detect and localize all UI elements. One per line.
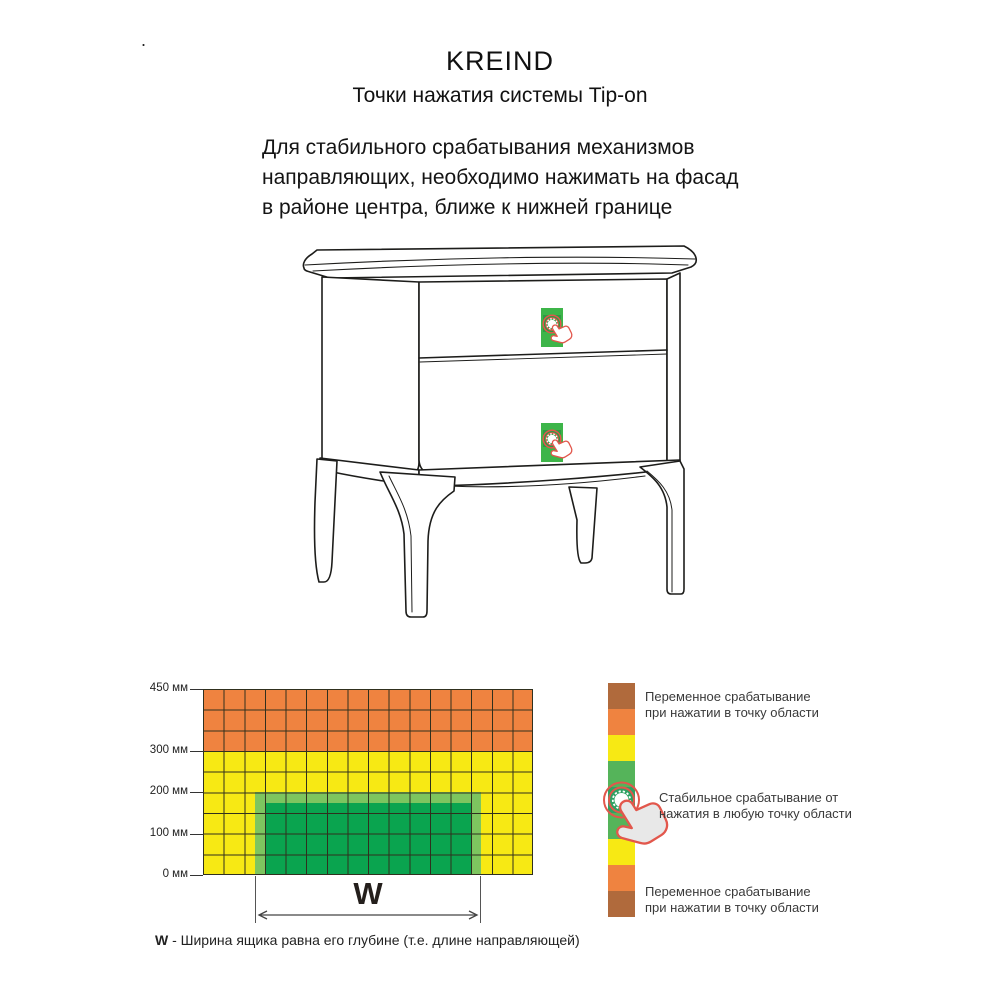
- width-caption-text: - Ширина ящика равна его глубине (т.е. длине направляющей): [168, 932, 580, 948]
- grid-lines: [203, 689, 533, 875]
- axis-tick: [190, 751, 203, 752]
- axis-label-200: 200 мм: [149, 785, 188, 797]
- axis-label-300: 300 мм: [149, 744, 188, 756]
- cabinet-side-panel: [322, 277, 419, 474]
- nightstand-drawing: [250, 240, 710, 640]
- legend-segment-brown-bottom: [608, 891, 635, 917]
- legend-segment-brown-top: [608, 683, 635, 709]
- legend-label-bottom: [645, 884, 819, 915]
- stray-period-mark: .: [141, 30, 147, 50]
- intro-line-1: Для стабильного срабатывания механизмов: [262, 136, 695, 159]
- intro-paragraph: [262, 133, 739, 223]
- intro-line-2: направляющих, необходимо нажимать на фасад: [262, 166, 739, 189]
- brand-title: KREIND: [445, 46, 554, 76]
- width-dimension-arrow: [255, 907, 481, 923]
- legend-label-middle-line2: нажатия в любую точку области: [659, 805, 852, 821]
- press-zone-grid: [203, 689, 533, 875]
- intro-line-3: в районе центра, ближе к нижней границе: [262, 196, 673, 219]
- legend-label-top-line1: Переменное срабатывание: [645, 689, 811, 704]
- axis-tick: [190, 792, 203, 793]
- legend-label-top-line2: при нажатии в точку области: [645, 704, 819, 720]
- cabinet-rear-left-leg: [315, 459, 338, 582]
- legend-label-top: [645, 689, 819, 720]
- axis-label-0: 0 мм: [162, 868, 188, 880]
- cabinet-rear-right-leg: [569, 487, 597, 563]
- legend-segment-yellow-top: [608, 735, 635, 761]
- axis-label-450: 450 мм: [149, 682, 188, 694]
- width-caption-symbol: W: [155, 932, 169, 948]
- axis-tick: [190, 875, 203, 876]
- cabinet-front-right-leg: [640, 461, 684, 594]
- legend-label-middle: [659, 790, 852, 821]
- axis-tick: [190, 689, 203, 690]
- width-caption: [155, 932, 580, 948]
- axis-tick: [190, 834, 203, 835]
- legend-label-bottom-line2: при нажатии в точку области: [645, 899, 819, 915]
- cabinet-right-stile: [667, 273, 680, 464]
- legend-label-middle-line1: Стабильное срабатывание от: [659, 790, 839, 805]
- axis-label-100: 100 мм: [149, 827, 188, 839]
- legend-segment-orange-top: [608, 709, 635, 735]
- cabinet-front-left-leg: [380, 472, 455, 617]
- legend-label-bottom-line1: Переменное срабатывание: [645, 884, 811, 899]
- width-symbol: W: [353, 876, 383, 911]
- page-subtitle: Точки нажатия системы Tip-on: [352, 84, 648, 107]
- legend-segment-orange-bottom: [608, 865, 635, 891]
